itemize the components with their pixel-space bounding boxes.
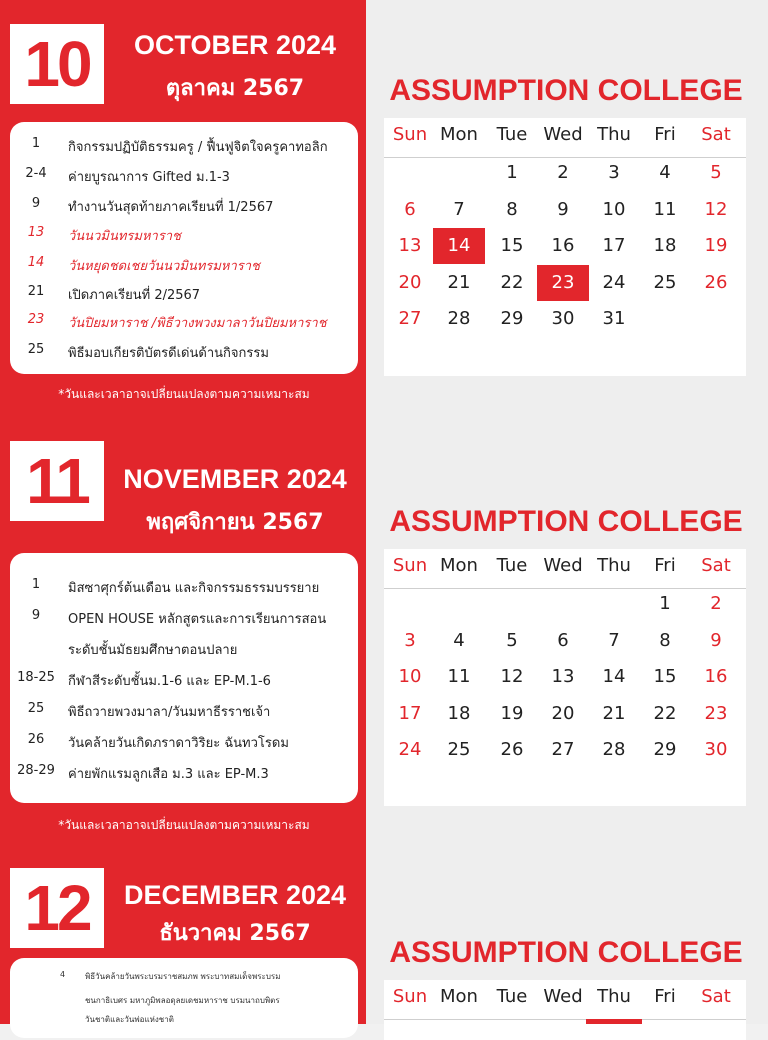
calendar-day: 29: [653, 739, 677, 761]
calendar-day: 8: [659, 629, 671, 651]
event-text: ชนกาธิเบศร มหาภูมิพลอดุลยเดชมหาราช บรมนาถบพิตร: [85, 996, 280, 1005]
calendar-day: 15: [500, 235, 524, 257]
calendar-day: 21: [447, 271, 471, 293]
weekday-sat: Sat: [701, 555, 731, 576]
calendar-title: ASSUMPTION COLLEGE: [389, 74, 743, 107]
calendar-day: 29: [500, 308, 524, 330]
calendar-day: 19: [500, 702, 524, 724]
calendar-day: 3: [404, 629, 416, 651]
weekday-sun: Sun: [392, 555, 428, 576]
calendar-day: 10: [398, 666, 422, 688]
weekday-mon: Mon: [440, 555, 478, 576]
calendar-title: ASSUMPTION COLLEGE: [389, 505, 743, 538]
month-title-th-november: พฤศจิกายน 2567: [146, 510, 324, 535]
weekday-fri: Fri: [654, 986, 676, 1007]
calendar-day: 2: [557, 162, 569, 183]
calendar-day: 26: [704, 271, 728, 293]
calendar-day: 25: [447, 739, 471, 761]
weekday-thu: Thu: [597, 555, 631, 576]
event-date: 18-25: [17, 670, 55, 685]
event-text: กิจกรรมปฏิบัติธรรมครู / ฟื้นฟูจิตใจครูคาทอลิก: [68, 140, 328, 155]
calendar-day: 8: [506, 198, 518, 220]
calendar-day: 9: [710, 629, 722, 651]
calendar-day: 6: [404, 198, 416, 220]
event-text: ค่ายพักแรมลูกเสือ ม.3 และ EP-M.3: [68, 767, 269, 782]
calendar-day: 1: [659, 593, 671, 614]
event-text: OPEN HOUSE หลักสูตรและการเรียนการสอน: [68, 612, 327, 627]
event-text: พิธีวันคล้ายวันพระบรมราชสมภพ พระบาทสมเด็จพระบรม: [85, 972, 281, 981]
calendar-title: ASSUMPTION COLLEGE: [389, 936, 743, 969]
schedule-note: *วันและเวลาอาจเปลี่ยนแปลงตามความเหมาะสม: [58, 387, 310, 401]
calendar-day: 21: [602, 702, 626, 724]
weekday-mon: Mon: [440, 124, 478, 145]
weekday-wed: Wed: [543, 124, 583, 145]
month-title-en-october: OCTOBER 2024: [133, 30, 337, 60]
calendar-day: 17: [602, 235, 626, 257]
event-date: 2-4: [25, 166, 47, 181]
month-number-november: 11: [10, 441, 104, 521]
calendar-day: 19: [704, 235, 728, 257]
calendar-day: 5: [710, 162, 722, 183]
calendar-day: 16: [704, 666, 728, 688]
event-date: 1: [31, 136, 41, 151]
calendar-divider: [384, 1019, 746, 1020]
calendar-day: 5: [506, 629, 518, 651]
event-text: วันคล้ายวันเกิดภราดาวิริยะ ฉันทวโรดม: [68, 736, 289, 751]
calendar-day: 28: [602, 739, 626, 761]
weekday-sun: Sun: [392, 986, 428, 1007]
event-text: วันนวมินทรมหาราช: [68, 229, 181, 244]
calendar-day: 15: [653, 666, 677, 688]
weekday-sat: Sat: [701, 986, 731, 1007]
event-text: วันหยุดชดเชยวันนวมินทรมหาราช: [68, 259, 260, 274]
event-date: 9: [31, 196, 41, 211]
calendar-day: 7: [453, 198, 465, 220]
event-date: 28-29: [17, 763, 55, 778]
event-date: 4: [60, 970, 66, 979]
event-date: 26: [27, 732, 45, 747]
calendar-day: 20: [398, 271, 422, 293]
event-text: พิธีถวายพวงมาลา/วันมหาธีรราชเจ้า: [68, 705, 271, 720]
calendar-day: 12: [500, 666, 524, 688]
calendar-day: 26: [500, 739, 524, 761]
events-card-october: [10, 122, 358, 374]
event-text: กีฬาสีระดับชั้นม.1-6 และ EP-M.1-6: [68, 674, 271, 689]
month-title-en-november: NOVEMBER 2024: [123, 464, 347, 494]
month-title-th-december: ธันวาคม 2567: [159, 921, 311, 946]
weekday-sun: Sun: [392, 124, 428, 145]
calendar-day: 4: [659, 162, 671, 183]
calendar-day: 11: [447, 666, 471, 688]
calendar-day: 24: [398, 739, 422, 761]
weekday-fri: Fri: [654, 124, 676, 145]
calendar-day: 14: [602, 666, 626, 688]
calendar-day: 16: [551, 235, 575, 257]
event-date: 14: [27, 255, 45, 270]
calendar-day: 7: [608, 629, 620, 651]
event-text: ทำงานวันสุดท้ายภาคเรียนที่ 1/2567: [68, 200, 274, 215]
event-date: 23: [27, 312, 45, 327]
calendar-day: 22: [653, 702, 677, 724]
weekday-tue: Tue: [496, 986, 528, 1007]
weekday-thu: Thu: [597, 124, 631, 145]
calendar-day: 11: [653, 198, 677, 220]
calendar-day: 13: [398, 235, 422, 257]
month-title-en-december: DECEMBER 2024: [123, 880, 347, 910]
calendar-day: 18: [447, 702, 471, 724]
calendar-day: 18: [653, 235, 677, 257]
events-card-november: [10, 553, 358, 803]
month-number-december: 12: [10, 868, 104, 948]
calendar-day: 27: [551, 739, 575, 761]
calendar-day: 9: [557, 198, 569, 220]
event-text: วันชาติและวันพ่อแห่งชาติ: [85, 1015, 174, 1024]
event-text: วันปิยมหาราช /พิธีวางพวงมาลาวันปิยมหาราช: [68, 316, 327, 331]
event-date: 13: [27, 225, 45, 240]
weekday-wed: Wed: [543, 555, 583, 576]
weekday-thu: Thu: [597, 986, 631, 1007]
calendar-day: 30: [704, 739, 728, 761]
calendar-day: 27: [398, 308, 422, 330]
event-date: 25: [27, 701, 45, 716]
weekday-tue: Tue: [496, 124, 528, 145]
weekday-mon: Mon: [440, 986, 478, 1007]
calendar-day: 22: [500, 271, 524, 293]
calendar-day: 13: [551, 666, 575, 688]
event-text: ค่ายบูรณาการ Gifted ม.1-3: [68, 170, 230, 185]
weekday-sat: Sat: [701, 124, 731, 145]
event-date: 21: [27, 284, 45, 299]
weekday-wed: Wed: [543, 986, 583, 1007]
calendar-day: 20: [551, 702, 575, 724]
calendar-day: 31: [602, 308, 626, 330]
schedule-note: *วันและเวลาอาจเปลี่ยนแปลงตามความเหมาะสม: [58, 818, 310, 832]
calendar-day: 10: [602, 198, 626, 220]
calendar-day: 23: [704, 702, 728, 724]
event-date: 1: [31, 577, 41, 592]
month-title-th-october: ตุลาคม 2567: [165, 76, 305, 101]
calendar-day-highlighted: 23: [537, 265, 589, 301]
event-text: มิสซาศุกร์ต้นเดือน และกิจกรรมธรรมบรรยาย: [68, 581, 320, 596]
calendar-day: 4: [453, 629, 465, 651]
event-text: เปิดภาคเรียนที่ 2/2567: [68, 288, 201, 303]
calendar-day: 3: [608, 162, 620, 183]
events-card-december: [10, 958, 358, 1038]
calendar-day: 1: [506, 162, 518, 183]
calendar-day: 12: [704, 198, 728, 220]
calendar-day: 30: [551, 308, 575, 330]
calendar-day: 28: [447, 308, 471, 330]
month-number-october: 10: [10, 24, 104, 104]
highlight-strip: [586, 1019, 642, 1024]
calendar-day: 17: [398, 702, 422, 724]
event-text: พิธีมอบเกียรติบัตรดีเด่นด้านกิจกรรม: [68, 346, 269, 361]
event-text: ระดับชั้นมัธยมศึกษาตอนปลาย: [68, 643, 238, 658]
calendar-day-highlighted: 14: [433, 228, 485, 264]
calendar-day: 6: [557, 629, 569, 651]
calendar-day: 2: [710, 593, 722, 614]
event-date: 25: [27, 342, 45, 357]
weekday-tue: Tue: [496, 555, 528, 576]
calendar-day: 24: [602, 271, 626, 293]
event-date: 9: [31, 608, 41, 623]
weekday-fri: Fri: [654, 555, 676, 576]
calendar-day: 25: [653, 271, 677, 293]
